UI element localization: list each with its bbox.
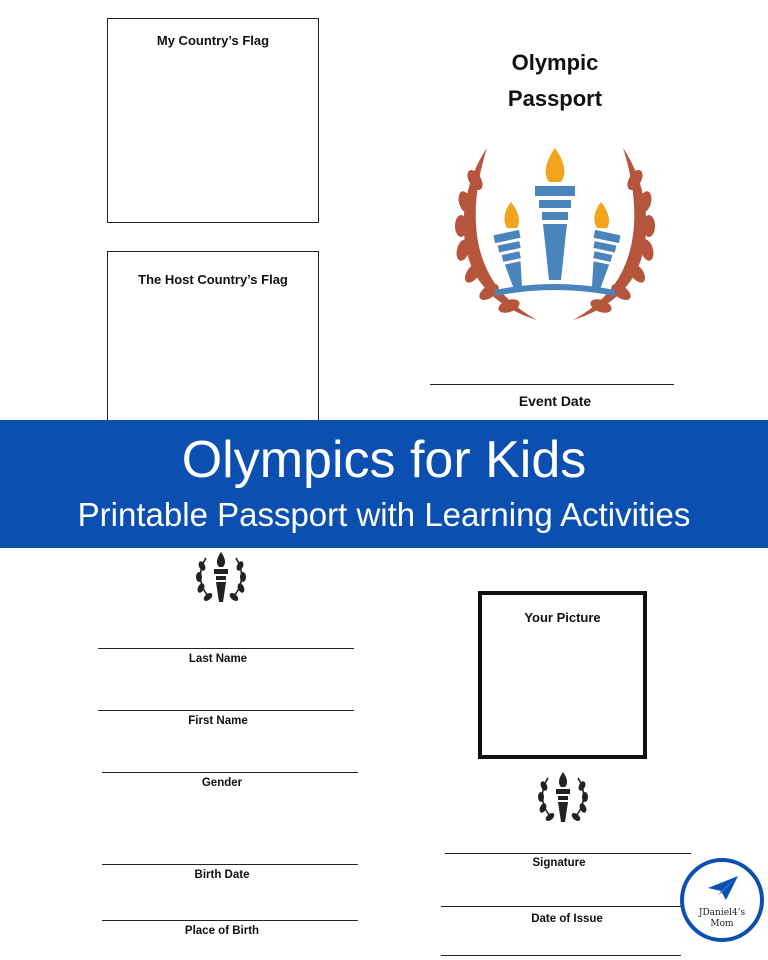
passport-title-line2: Passport xyxy=(507,86,603,111)
first-name-label: First Name xyxy=(188,715,248,727)
last-name-label: Last Name xyxy=(188,653,248,665)
your-picture-label: Your Picture xyxy=(524,610,601,625)
brand-name-line1: JDaniel4’s xyxy=(698,908,746,918)
event-date-label: Event Date xyxy=(518,393,592,409)
birth-date-line xyxy=(102,864,358,865)
date-of-issue-line xyxy=(441,906,687,907)
first-name-line xyxy=(98,710,354,711)
my-country-flag-box xyxy=(107,18,319,223)
gender-label: Gender xyxy=(201,777,243,789)
signature-line xyxy=(445,853,691,854)
your-picture-box xyxy=(478,591,647,759)
paper-plane-icon xyxy=(706,874,740,902)
birth-date-label: Birth Date xyxy=(194,869,250,881)
banner-subtitle: Printable Passport with Learning Activities xyxy=(77,496,691,533)
brand-logo xyxy=(680,858,764,942)
place-of-birth-line xyxy=(102,920,358,921)
bottom-line xyxy=(441,955,681,956)
torch-wreath-icon xyxy=(534,770,592,826)
gender-line xyxy=(102,772,358,773)
last-name-line xyxy=(98,648,354,649)
event-date-line xyxy=(430,384,674,385)
signature-label: Signature xyxy=(532,857,586,869)
passport-title-line1: Olympic xyxy=(511,50,599,75)
banner-title: Olympics for Kids xyxy=(181,431,587,489)
date-of-issue-label: Date of Issue xyxy=(531,913,603,925)
place-of-birth-label: Place of Birth xyxy=(184,925,260,937)
my-country-flag-label: My Country’s Flag xyxy=(156,33,270,48)
brand-name xyxy=(684,908,760,930)
title-banner xyxy=(0,420,768,548)
olympic-torches-emblem-icon xyxy=(445,140,665,330)
brand-name-line2: Mom xyxy=(710,919,734,929)
torch-wreath-icon xyxy=(192,550,250,606)
host-country-flag-label: The Host Country’s Flag xyxy=(138,272,288,287)
